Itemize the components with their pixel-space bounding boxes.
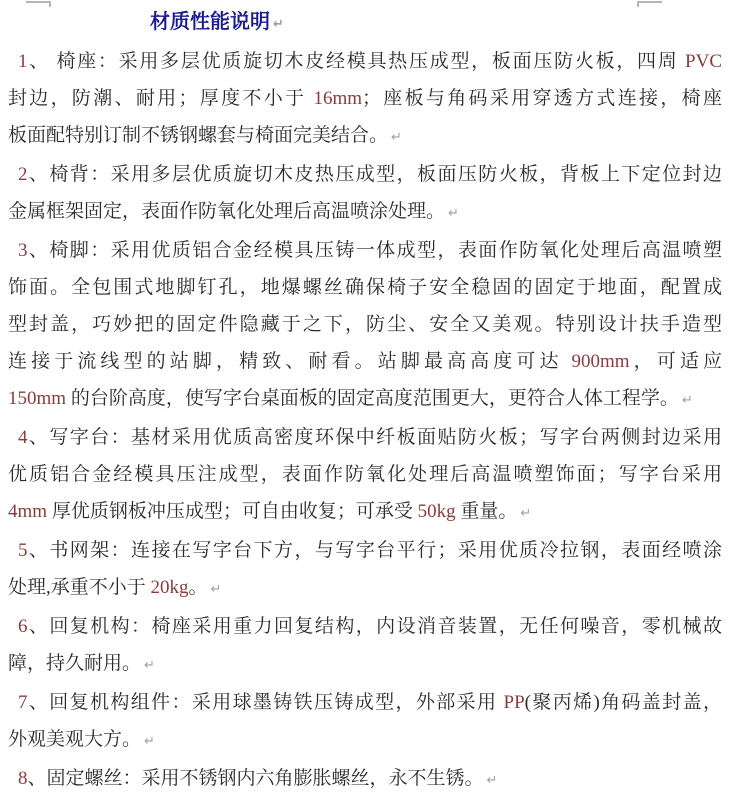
body-text: 障，持久耐用。	[8, 653, 142, 674]
numeric-text: 900mm	[571, 351, 630, 372]
body-text: 重量。	[455, 501, 518, 522]
numeric-text: 7	[18, 692, 28, 713]
text-line	[8, 608, 722, 645]
paragraph-mark-icon: ↵	[391, 130, 402, 145]
numeric-text: 1	[18, 51, 28, 72]
paragraph	[8, 232, 722, 417]
numeric-text: 6	[18, 616, 28, 637]
numeric-text: 20kg	[150, 577, 189, 598]
text-boundary-mark-left	[26, 1, 51, 7]
body-text: 、椅脚：采用优质铝合金经模具压铸一体成型，表面作防氧化处理后高温喷塑	[27, 240, 722, 261]
paragraph	[8, 608, 722, 682]
paragraph-mark-icon: ↵	[210, 582, 222, 597]
text-line	[8, 193, 722, 230]
text-line	[8, 569, 722, 606]
numeric-text: 3	[18, 240, 28, 261]
text-line	[8, 117, 722, 154]
text-line	[8, 43, 722, 80]
body-text: (聚丙烯)角码盖封盖，	[524, 692, 722, 713]
paragraph-mark-icon: ↵	[520, 506, 532, 521]
body-text: 处理,承重不小于	[8, 577, 151, 598]
paragraph-mark-icon: ↵	[448, 206, 459, 221]
paragraph-mark-icon: ↵	[273, 17, 284, 32]
body-text: 、书网架：连接在写字台下方，与写字台平行；采用优质冷拉钢，表面经喷涂	[27, 540, 722, 561]
text-line	[8, 493, 722, 530]
paragraph	[8, 532, 722, 606]
body-text: 封边，防潮、耐用；厚度不小于	[8, 88, 314, 109]
text-line	[8, 760, 722, 797]
numeric-text: 50kg	[417, 501, 456, 522]
text-line	[8, 306, 722, 343]
document-body	[0, 40, 730, 797]
body-text: 、回复机构组件：采用球墨铸铁压铸成型，外部采用	[27, 692, 504, 713]
page-title-text: 材质性能说明	[150, 11, 270, 33]
text-line	[8, 645, 722, 682]
body-text: 型封盖，巧妙把的固定件隐藏于之下，防尘、安全又美观。特别设计扶手造型	[8, 314, 722, 335]
paragraph	[8, 43, 722, 154]
numeric-text: 150mm	[8, 388, 67, 409]
text-line	[8, 721, 722, 758]
paragraph	[8, 156, 722, 230]
numeric-text: PVC	[685, 51, 722, 72]
numeric-text: 2	[18, 164, 28, 185]
body-text: 的台阶高度，使写字台桌面板的固定高度范围更大，更符合人体工程学。	[66, 388, 679, 409]
body-text: 饰面。全包围式地脚钉孔，地爆螺丝确保椅子安全稳固的固定于地面，配置成	[8, 277, 722, 298]
body-text: ；座板与角码采用穿透方式连接，椅座	[362, 88, 722, 109]
body-text: 板面配特别订制不锈钢螺套与椅面完美结合。	[8, 125, 389, 146]
text-line	[8, 343, 722, 380]
numeric-text: 8	[18, 768, 28, 789]
text-line	[8, 380, 722, 417]
body-text: 、写字台：基材采用优质高密度环保中纤板面贴防火板；写字台两侧封边采用	[27, 427, 722, 448]
page-title	[0, 0, 730, 40]
text-line	[8, 269, 722, 306]
paragraph	[8, 419, 722, 530]
numeric-text: 4mm	[8, 501, 48, 522]
paragraph-mark-icon: ↵	[681, 393, 693, 408]
body-text: 。	[188, 577, 208, 598]
text-line	[8, 684, 722, 721]
paragraph	[8, 760, 722, 797]
paragraph-mark-icon: ↵	[144, 658, 155, 673]
body-text: 外观美观大方。	[8, 729, 142, 750]
text-boundary-mark-right	[637, 1, 662, 7]
numeric-text: 4	[18, 427, 28, 448]
body-text: 金属框架固定，表面作防氧化处理后高温喷涂处理。	[8, 201, 446, 222]
body-text: 优质铝合金经模具压注成型，表面作防氧化处理后高温喷塑饰面；写字台采用	[8, 464, 722, 485]
text-line	[8, 456, 722, 493]
body-text: 连接于流线型的站脚，精致、耐看。站脚最高高度可达	[8, 351, 572, 372]
text-line	[8, 80, 722, 117]
numeric-text: PP	[503, 692, 525, 713]
body-text: 、椅背：采用多层优质旋切木皮热压成型，板面压防火板，背板上下定位封边	[27, 164, 722, 185]
body-text: 、固定螺丝：采用不锈钢内六角膨胀螺丝，永不生锈。	[27, 768, 484, 789]
paragraph-mark-icon: ↵	[486, 773, 498, 788]
text-line	[8, 156, 722, 193]
paragraph-mark-icon: ↵	[144, 734, 155, 749]
numeric-text: 16mm	[313, 88, 362, 109]
body-text: ，可适应	[629, 351, 722, 372]
text-line	[8, 532, 722, 569]
numeric-text: 5	[18, 540, 28, 561]
text-line	[8, 419, 722, 456]
text-line	[8, 232, 722, 269]
paragraph	[8, 684, 722, 758]
body-text: 厚优质钢板冲压成型；可自由收复；可承受	[47, 501, 418, 522]
body-text: 、 椅座：采用多层优质旋切木皮经模具热压成型，板面压防火板，四周	[27, 51, 686, 72]
body-text: 、回复机构：椅座采用重力回复结构，内设消音装置，无任何噪音，零机械故	[27, 616, 722, 637]
